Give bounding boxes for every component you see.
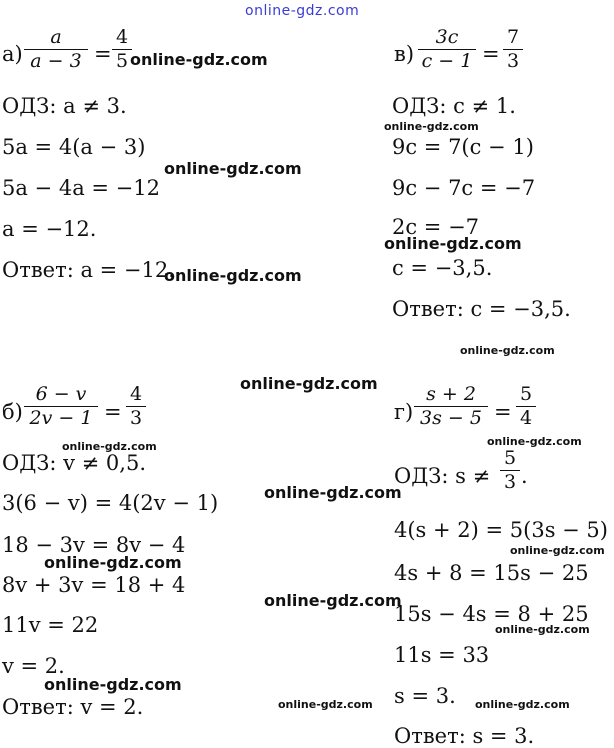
fraction-num: 7 [506, 26, 520, 48]
fraction-num: 3c [435, 26, 459, 48]
fraction-v-lhs [418, 28, 476, 71]
solution-line: 4s + 8 = 15s − 25 [394, 561, 589, 585]
solution-line: 4(s + 2) = 5(3s − 5) [394, 518, 608, 542]
watermark: online-gdz.com [264, 483, 402, 502]
watermark: online-gdz.com [384, 234, 522, 253]
solution-line: ОДЗ: c ≠ 1. [392, 94, 516, 118]
header-watermark: online-gdz.com [245, 3, 360, 19]
label-a: а) [2, 42, 23, 66]
equals-sign: = [494, 400, 512, 424]
fraction-den: 5 [115, 50, 129, 72]
fraction-b-rhs [126, 385, 146, 428]
watermark: online-gdz.com [495, 623, 590, 636]
label-b: б) [2, 400, 23, 424]
fraction-b-lhs [24, 385, 98, 428]
solution-line: s = 3. [394, 684, 456, 708]
watermark: online-gdz.com [240, 374, 378, 393]
solution-line: c = −3,5. [392, 256, 493, 280]
label-v: в) [394, 42, 415, 66]
watermark: online-gdz.com [510, 544, 605, 557]
fraction-den: 2v − 1 [29, 407, 93, 429]
fraction-den: 3 [506, 50, 520, 72]
watermark: online-gdz.com [164, 266, 302, 285]
watermark: online-gdz.com [44, 553, 182, 572]
solution-line: a = −12. [2, 217, 97, 241]
equals-sign: = [482, 42, 500, 66]
solution-line: ОДЗ: v ≠ 0,5. [2, 451, 147, 475]
fraction-num: a [50, 26, 62, 48]
fraction-num: 4 [129, 383, 143, 405]
fraction-num: 4 [115, 26, 129, 48]
solution-line: Ответ: c = −3,5. [392, 297, 571, 321]
fraction-num: 6 − v [35, 383, 87, 405]
solution-line: 5a − 4a = −12 [2, 176, 160, 200]
solution-line: ОДЗ: a ≠ 3. [2, 94, 127, 118]
fraction-num: 5 [519, 383, 533, 405]
solution-line: 15s − 4s = 8 + 25 [394, 602, 589, 626]
fraction-num: 5 [503, 447, 517, 469]
fraction-g-rhs [516, 385, 536, 428]
solution-line: 2c = −7 [392, 215, 480, 239]
equals-sign: = [104, 400, 122, 424]
watermark: online-gdz.com [475, 698, 570, 711]
solution-line: Ответ: v = 2. [2, 695, 144, 719]
solution-line: 18 − 3v = 8v − 4 [2, 533, 186, 557]
solution-line: Ответ: s = 3. [394, 724, 535, 748]
watermark: online-gdz.com [130, 50, 268, 69]
odz-suffix: . [521, 464, 528, 488]
fraction-den: c − 1 [421, 50, 473, 72]
solution-line: 8v + 3v = 18 + 4 [2, 573, 186, 597]
fraction-g-lhs [414, 385, 488, 428]
watermark: online-gdz.com [460, 344, 555, 357]
watermark: online-gdz.com [62, 440, 157, 453]
label-g: г) [394, 400, 414, 424]
solution-line: Ответ: a = −12. [2, 258, 175, 282]
solution-line: v = 2. [2, 654, 65, 678]
watermark: online-gdz.com [164, 159, 302, 178]
watermark: online-gdz.com [264, 591, 402, 610]
fraction-den: 3s − 5 [420, 407, 482, 429]
fraction-a-lhs [24, 28, 88, 71]
solution-line: 11v = 22 [2, 613, 99, 637]
equals-sign: = [94, 42, 112, 66]
solution-line: 9c − 7c = −7 [392, 176, 536, 200]
watermark: online-gdz.com [384, 120, 479, 133]
solution-line: 3(6 − v) = 4(2v − 1) [2, 491, 219, 515]
watermark: online-gdz.com [487, 435, 582, 448]
watermark: online-gdz.com [44, 675, 182, 694]
solution-line: 5a = 4(a − 3) [2, 135, 146, 159]
fraction-g-odz [500, 449, 520, 492]
fraction-num: s + 2 [426, 383, 476, 405]
fraction-v-rhs [503, 28, 523, 71]
odz-prefix: ОДЗ: s ≠ [394, 464, 491, 488]
fraction-den: a − 3 [30, 50, 82, 72]
watermark: online-gdz.com [278, 698, 373, 711]
fraction-a-rhs [112, 28, 132, 71]
fraction-den: 3 [129, 407, 143, 429]
fraction-den: 4 [519, 407, 533, 429]
solution-line: 9c = 7(c − 1) [392, 135, 534, 159]
solution-line: 11s = 33 [394, 643, 490, 667]
fraction-den: 3 [503, 471, 517, 493]
